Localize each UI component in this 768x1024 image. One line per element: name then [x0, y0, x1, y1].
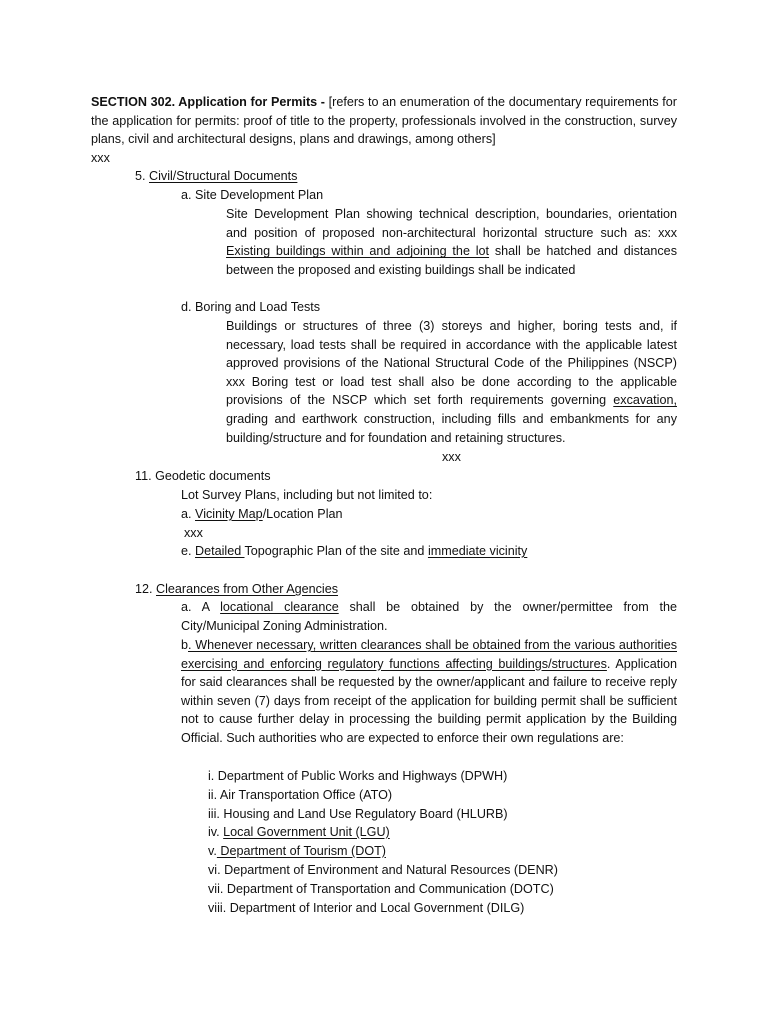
agency-item: v. Department of Tourism (DOT) [208, 844, 386, 858]
civil-heading: 5. Civil/Structural Documents [135, 169, 298, 183]
separator-xxx: xxx [442, 450, 461, 464]
agency-item: iii. Housing and Land Use Regulatory Board (HLURB) [208, 807, 508, 821]
site-development-text: Site Development Plan showing technical description, boundaries, orientation and position of proposed non-architectural horizontal structure such as: xxx Existing buildings within and adjoining the lot shall be hatched and distances between the proposed and existing buildings shall be indicated [226, 207, 677, 277]
separator-xxx: xxx [184, 526, 203, 540]
boring-text: Buildings or structures of three (3) storeys and higher, boring tests and, if necessary, load tests shall be required in accordance with the applicable latest approved provisions of the National Structural Code of the Philippines (NSCP) xxx Boring test or load test shall also be done according to the applicable provisions of the NSCP which set forth requirements governing excavation, grading and earthwork construction, including fills and embankments for any building/structure and for foundation and retaining structures. [226, 319, 677, 445]
section-intro: SECTION 302. Application for Permits - [refers to an enumeration of the documentary requirements for the application for permits: proof of title to the property, professionals involved in the construction, survey plans, civil and architectural designs, plans and drawings, among others] [91, 95, 677, 147]
clearances-heading: 12. Clearances from Other Agencies [135, 582, 339, 596]
clearance-item-a: a. A locational clearance shall be obtained by the owner/permittee from the City/Municipal Zoning Administration. [181, 600, 677, 633]
boring-title: d. Boring and Load Tests [181, 300, 321, 314]
geodetic-item-e: e. Detailed Topographic Plan of the site and immediate vicinity [181, 544, 528, 558]
agency-item: vii. Department of Transportation and Communication (DOTC) [208, 882, 554, 896]
agency-item: i. Department of Public Works and Highways (DPWH) [208, 769, 508, 783]
clearance-item-b: b. Whenever necessary, written clearances shall be obtained from the various authorities exercising and enforcing regulatory functions affecting buildings/structures. Application for said clearances shall be requested by the owner/applicant and failure to receive reply within seven (7) days from receipt of the application for building permit shall be sufficient not to cause further delay in processing the building permit application by the Building Official. Such authorities who are expected to enforce their own regulations are: [181, 638, 678, 745]
agency-item: vi. Department of Environment and Natural Resources (DENR) [208, 863, 558, 877]
separator-xxx: xxx [91, 151, 110, 165]
agency-item: ii. Air Transportation Office (ATO) [208, 788, 393, 802]
section-heading: SECTION 302. Application for Permits - [91, 95, 325, 109]
geodetic-heading: 11. Geodetic documents [135, 469, 271, 483]
site-development-title: a. Site Development Plan [181, 188, 324, 202]
geodetic-item-a: a. Vicinity Map/Location Plan [181, 507, 343, 521]
geodetic-intro: Lot Survey Plans, including but not limited to: [181, 488, 433, 502]
agency-item: iv. Local Government Unit (LGU) [208, 825, 390, 839]
agency-item: viii. Department of Interior and Local Government (DILG) [208, 901, 525, 915]
